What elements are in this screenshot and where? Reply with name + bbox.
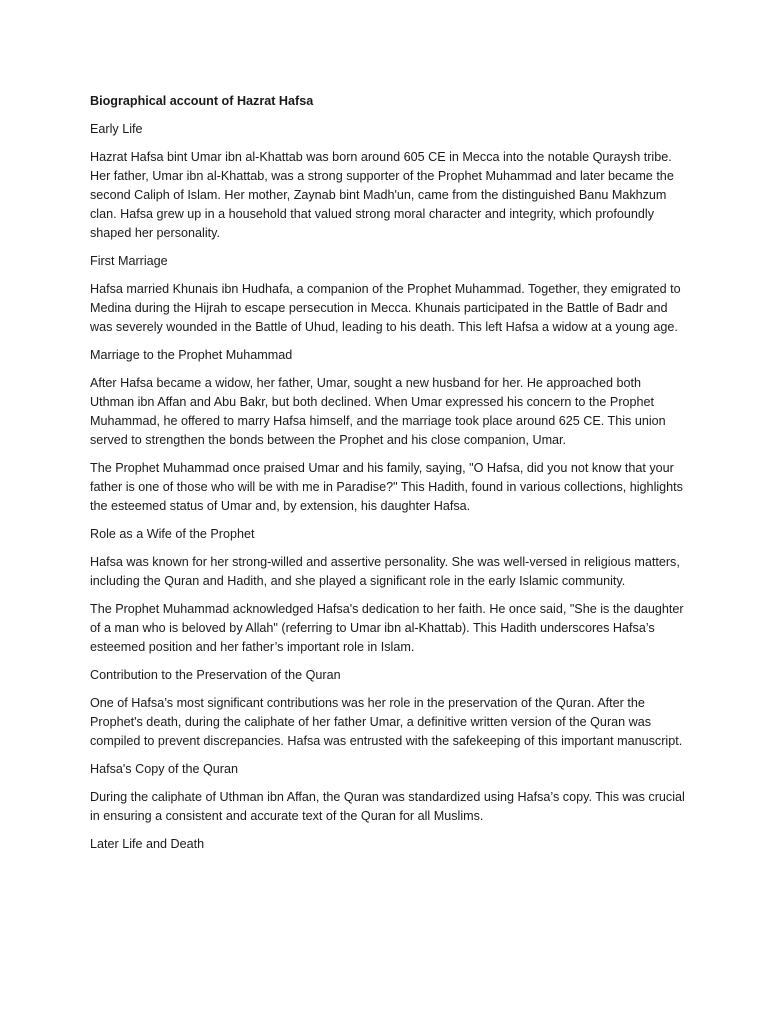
section-heading-hafsas-copy: Hafsa's Copy of the Quran <box>90 762 239 776</box>
section-heading-role-as-wife: Role as a Wife of the Prophet <box>90 527 255 541</box>
section-heading-early-life: Early Life <box>90 122 143 136</box>
paragraph: Hafsa married Khunais ibn Hudhafa, a companion of the Prophet Muhammad. Together, they emigrated to Medina during the Hijrah to escape persecution in Mecca. Khunais participated in the Battle of Badr and was severely wounded in the Battle of Uhud, leading to his death. This left Hafsa a widow at a young age. <box>90 282 681 334</box>
section-heading-preservation-of-quran: Contribution to the Preservation of the Quran <box>90 668 341 682</box>
section-heading-later-life: Later Life and Death <box>90 837 205 851</box>
document-page <box>90 92 688 863</box>
document-title: Biographical account of Hazrat Hafsa <box>90 94 314 108</box>
paragraph: After Hafsa became a widow, her father, Umar, sought a new husband for her. He approached both Uthman ibn Affan and Abu Bakr, but both declined. When Umar expressed his concern to the Prophet Muhammad, he offered to marry Hafsa himself, and the marriage took place around 625 CE. This union served to strengthen the bonds between the Prophet and his close companion, Umar. <box>90 376 666 447</box>
paragraph: Hafsa was known for her strong-willed and assertive personality. She was well-versed in religious matters, including the Quran and Hadith, and she played a significant role in the early Islamic community. <box>90 555 680 588</box>
paragraph: The Prophet Muhammad once praised Umar and his family, saying, "O Hafsa, did you not know that your father is one of those who will be with me in Paradise?" This Hadith, found in various collections, highlights the esteemed status of Umar and, by extension, his daughter Hafsa. <box>90 461 683 513</box>
paragraph: One of Hafsa’s most significant contributions was her role in the preservation of the Quran. After the Prophet's death, during the caliphate of her father Umar, a definitive written version of the Quran was compiled to prevent discrepancies. Hafsa was entrusted with the safekeeping of this important manuscript. <box>90 696 683 748</box>
paragraph: During the caliphate of Uthman ibn Affan, the Quran was standardized using Hafsa’s copy. This was crucial in ensuring a consistent and accurate text of the Quran for all Muslims. <box>90 790 685 823</box>
section-heading-first-marriage: First Marriage <box>90 254 168 268</box>
section-heading-marriage-to-prophet: Marriage to the Prophet Muhammad <box>90 348 293 362</box>
paragraph: Hazrat Hafsa bint Umar ibn al-Khattab was born around 605 CE in Mecca into the notable Quraysh tribe. Her father, Umar ibn al-Khattab, was a strong supporter of the Prophet Muhammad and later became the second Caliph of Islam. Her mother, Zaynab bint Madh'un, came from the distinguished Banu Makhzum clan. Hafsa grew up in a household that valued strong moral character and integrity, which profoundly shaped her personality. <box>90 150 674 240</box>
paragraph: The Prophet Muhammad acknowledged Hafsa's dedication to her faith. He once said, "She is the daughter of a man who is beloved by Allah" (referring to Umar ibn al-Khattab). This Hadith underscores Hafsa’s esteemed position and her father’s important role in Islam. <box>90 602 684 654</box>
